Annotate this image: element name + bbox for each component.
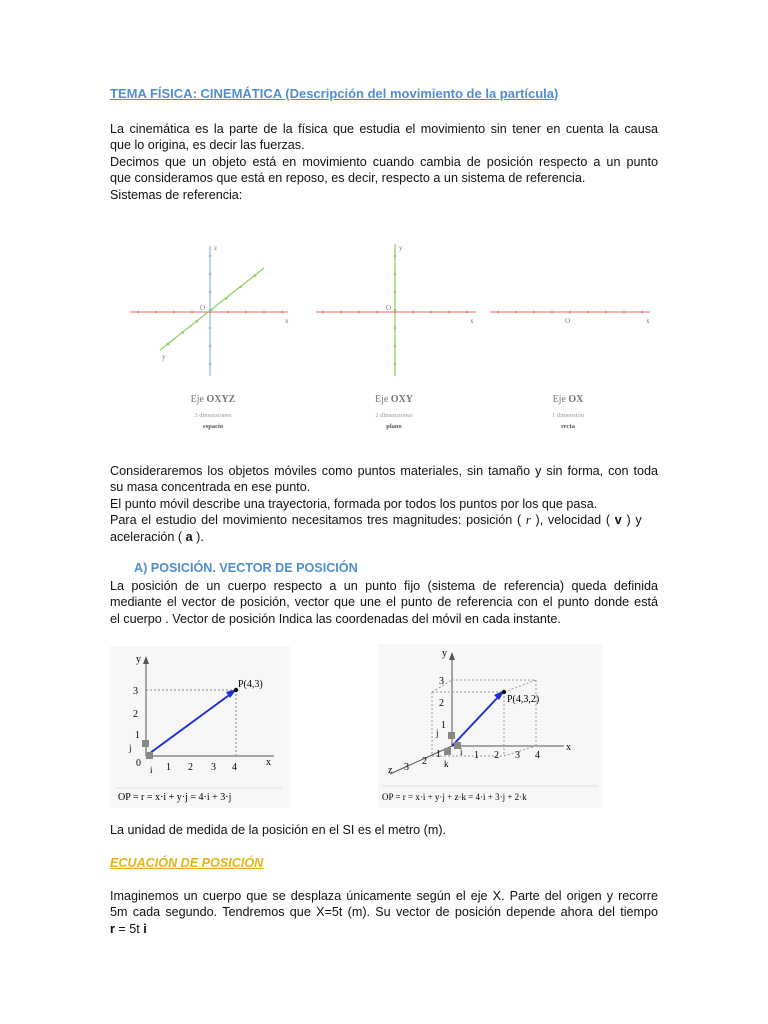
axis-tick [515, 311, 518, 314]
section-a-line: La posición de un cuerpo respecto a un punto fijo (sistema de referencia) queda definida [110, 579, 658, 593]
z-tick-label: 1 [436, 749, 441, 760]
section-a-line: el cuerpo . Vector de posición Indica las coordenadas del móvil en cada instante. [110, 611, 561, 626]
x-axis-label: x [266, 757, 271, 768]
axis-tick [210, 309, 213, 312]
y-tick-label: 3 [133, 686, 138, 697]
x-tick-label: 2 [494, 750, 499, 761]
axis-tick [376, 311, 379, 314]
z-tick-label: 2 [422, 756, 427, 767]
axis-tick [587, 311, 590, 314]
magnitudes-line: Para el estudio del movimiento necesitamos tres magnitudes: posición ( r ), velocidad ( v ) y [110, 513, 642, 528]
x-axis-label: x [285, 317, 289, 325]
origin-label: O [200, 304, 206, 312]
intro-line: Decimos que un objeto está en movimiento cuando cambia de posición respecto a un punto [110, 154, 658, 169]
objects-line: El punto móvil describe una trayectoria, formada por todos los puntos por los que pasa. [110, 496, 598, 511]
formula-3d: OP = r = x·i + y·j + z·k = 4·i + 3·j + 2·k [382, 792, 527, 802]
axis-tick [394, 327, 397, 330]
reference-systems-figure [118, 228, 658, 448]
panel-name: Eje OX [552, 394, 584, 405]
y-axis-label: y [136, 654, 141, 665]
y-axis-label: y [162, 353, 166, 361]
axis-tick [430, 311, 433, 314]
axis-tick [533, 311, 536, 314]
point-p-label: P(4,3,2) [507, 694, 540, 705]
figure-background [110, 646, 290, 808]
y-tick-label: 1 [135, 730, 140, 741]
panel-oxy [316, 244, 476, 430]
panel-ox [490, 311, 650, 430]
z-axis-label: z [214, 244, 218, 252]
formula-2d: OP = r = x·i + y·j = 4·i + 3·j [118, 792, 232, 803]
unit-sentence [110, 822, 658, 838]
axis-tick [263, 311, 266, 314]
axis-tick [173, 311, 176, 314]
axis-tick [394, 291, 397, 294]
x-tick-label: 1 [474, 750, 479, 761]
axis-tick [227, 311, 230, 314]
axis-tick [239, 286, 242, 289]
equation-heading: ECUACIÓN DE POSICIÓN [110, 856, 264, 870]
origin-label: O [565, 317, 571, 325]
axis-tick [322, 311, 325, 314]
x-axis-label: x [566, 742, 571, 753]
axis-tick [569, 311, 572, 314]
panel-name: Eje OXY [374, 394, 414, 405]
axis-tick [358, 311, 361, 314]
z-tick-label: 3 [404, 762, 409, 773]
unit-i-marker [146, 752, 153, 759]
axis-tick [623, 311, 626, 314]
x-tick-label: 4 [232, 762, 237, 773]
axis-tick [254, 274, 257, 277]
position-vector-3d-figure [378, 644, 602, 808]
axis-tick [167, 343, 170, 346]
axis-tick [412, 311, 415, 314]
axis-tick [497, 311, 500, 314]
panel-kind: recta [561, 423, 575, 430]
axis-tick [605, 311, 608, 314]
panel-dimensions: 2 dimensiones [375, 412, 413, 419]
unit-i-label: i [460, 747, 463, 757]
position-vector-2d-figure [110, 646, 290, 808]
z-axis-label: z [388, 765, 393, 776]
y-tick-label: 1 [441, 720, 446, 731]
intro-line: La cinemática es la parte de la física que estudia el movimiento sin tener en cuenta la causa [110, 122, 658, 136]
x-tick-label: 1 [166, 762, 171, 773]
panel-kind: espacio [202, 423, 224, 430]
axis-tick [155, 311, 158, 314]
axis-tick [181, 331, 184, 334]
x-tick-label: 3 [211, 762, 216, 773]
axis-tick [137, 311, 140, 314]
axis-tick [641, 311, 644, 314]
axis-tick [394, 255, 397, 258]
axis-tick [340, 311, 343, 314]
panel-oxyz [130, 244, 289, 430]
panel-dimensions: 1 dimensión [552, 412, 584, 419]
unit-j-marker [142, 740, 149, 747]
x-axis-label: x [646, 317, 650, 325]
unit-k-marker [444, 748, 451, 755]
axis-tick [448, 311, 451, 314]
axis-tick [209, 273, 212, 276]
unit-i-label: i [150, 765, 153, 775]
origin-label: 0 [136, 758, 141, 769]
equation-formula: r = 5t i [110, 921, 147, 936]
magnitudes-line-2: aceleración ( a ). [110, 529, 204, 544]
panel-name: Eje OXYZ [190, 394, 236, 405]
axis-tick [209, 363, 212, 366]
unit-j-marker [448, 732, 455, 739]
unit-line: La unidad de medida de la posición en el SI es el metro (m). [110, 823, 447, 837]
point-p [502, 690, 506, 694]
x-axis-label: x [470, 317, 474, 325]
equation-line: 5m cada segundo. Tendremos que X=5t (m). Su vector de posición depende ahora del tiempo [110, 905, 658, 920]
axis-tick [209, 255, 212, 258]
y-tick-label: 2 [439, 698, 444, 709]
axis-tick [394, 363, 397, 366]
axis-tick [209, 327, 212, 330]
unit-j-label: j [436, 728, 439, 738]
intro-line: que consideramos que está en reposo, es decir, respecto a un sistema de referencia. [110, 171, 586, 186]
x-tick-label: 3 [515, 750, 520, 761]
axis-tick [466, 311, 469, 314]
equation-line: Imaginemos un cuerpo que se desplaza únicamente según el eje X. Parte del origen y recorre [110, 889, 658, 903]
section-a-heading: A) POSICIÓN. VECTOR DE POSICIÓN [134, 561, 358, 575]
axis-tick [209, 345, 212, 348]
y-tick-label: 2 [133, 709, 138, 720]
section-a-paragraph [110, 578, 658, 627]
objects-line: Consideraremos los objetos móviles como puntos materiales, sin tamaño y sin forma, con toda [110, 464, 658, 478]
axis-tick [196, 320, 199, 323]
x-tick-label: 2 [188, 762, 193, 773]
y-axis-label: y [399, 244, 403, 252]
objects-line: su masa concentrada en ese punto. [110, 480, 311, 495]
axis-tick [209, 291, 212, 294]
x-tick-label: 4 [535, 750, 540, 761]
unit-k-label: k [444, 759, 449, 769]
axis-tick [551, 311, 554, 314]
axis-tick [225, 297, 228, 300]
y-tick-label: 3 [439, 676, 444, 687]
section-a-line: mediante el vector de posición, vector que une el punto de referencia con el punto donde está [110, 595, 658, 610]
origin-label: O [386, 304, 392, 312]
y-axis-label: y [442, 648, 447, 659]
axis-tick [281, 311, 284, 314]
panel-dimensions: 3 dimensiones [194, 412, 232, 419]
axis-tick [394, 273, 397, 276]
unit-j-label: j [129, 743, 132, 753]
intro-line: que lo origina, es decir las fuerzas. [110, 138, 305, 153]
equation-paragraph [110, 888, 658, 937]
axis-tick [394, 345, 397, 348]
axis-tick [394, 309, 397, 312]
panel-kind: plano [386, 423, 402, 430]
axis-tick [245, 311, 248, 314]
axis-tick [191, 311, 194, 314]
page-title: TEMA FÍSICA: CINEMÁTICA (Descripción del movimiento de la partícula) [110, 86, 559, 101]
figure-background [378, 644, 602, 808]
intro-line: Sistemas de referencia: [110, 187, 243, 202]
objects-paragraph [110, 463, 658, 545]
point-p-label: P(4,3) [238, 679, 263, 690]
intro-paragraph [110, 121, 658, 203]
